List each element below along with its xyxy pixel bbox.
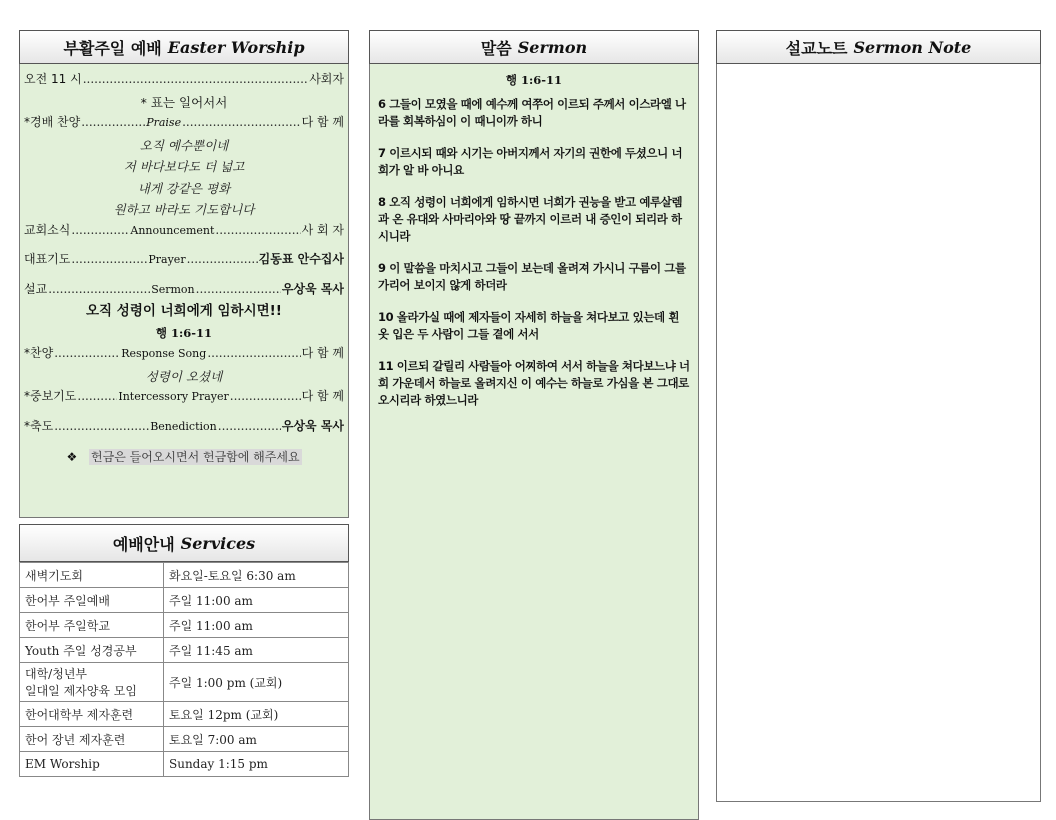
verse: 8 오직 성령이 너희에게 임하시면 너희가 권능을 받고 예루살렘과 온 유대와 사마리아와 땅 끝까지 이르러 내 증인이 되리라 하시니라 bbox=[378, 195, 683, 243]
service-name: 한어 장년 제자훈련 bbox=[20, 727, 164, 752]
services-table bbox=[19, 562, 349, 777]
services-title-en: Services bbox=[180, 533, 256, 553]
opening-leader: 사회자 bbox=[309, 72, 344, 86]
service-time: 주일 11:45 am bbox=[164, 638, 349, 663]
worship-order-header bbox=[19, 30, 349, 64]
service-row bbox=[20, 613, 349, 638]
dot-leader bbox=[54, 346, 120, 360]
dot-leader bbox=[54, 419, 149, 433]
scripture-reference: 행 1:6-11 bbox=[505, 73, 563, 87]
service-name: 한어부 주일예배 bbox=[20, 588, 164, 613]
service-name: 새벽기도회 bbox=[20, 563, 164, 588]
dot-leader bbox=[230, 389, 301, 403]
benediction-row bbox=[24, 417, 344, 439]
sermon-preacher: 우상욱 목사 bbox=[281, 281, 344, 296]
service-name: 한어대학부 제자훈련 bbox=[20, 702, 164, 727]
service-time: 토요일 7:00 am bbox=[164, 727, 349, 752]
dot-leader bbox=[83, 72, 309, 86]
praise-en: Praise bbox=[146, 116, 182, 129]
dot-leader bbox=[81, 115, 145, 129]
service-time: 화요일-토요일 6:30 am bbox=[164, 563, 349, 588]
response-label: *찬양 bbox=[24, 346, 54, 360]
sermon-title-en: Sermon bbox=[517, 37, 588, 57]
service-name: EM Worship bbox=[20, 752, 164, 777]
sermon-panel bbox=[369, 30, 699, 820]
praise-leader: 다 함 께 bbox=[301, 115, 344, 129]
service-time: Sunday 1:15 pm bbox=[164, 752, 349, 777]
sermon-title: 오직 성령이 너희에게 임하시면!! bbox=[86, 303, 282, 319]
prayer-label: 대표기도 bbox=[24, 252, 71, 266]
verse: 7 이르시되 때와 시기는 아버지께서 자기의 권한에 두셨으니 너희가 알 바 아니요 bbox=[378, 146, 683, 177]
verse: 9 이 말씀을 마치시고 그들이 보는데 올려져 가시니 구름이 그를 가리어 보이지 않게 하더라 bbox=[378, 261, 686, 292]
dot-leader bbox=[71, 223, 129, 237]
offering-note bbox=[24, 448, 344, 465]
service-row bbox=[20, 702, 349, 727]
response-row bbox=[24, 344, 344, 366]
dot-leader bbox=[207, 346, 300, 360]
notes-title-en: Sermon Note bbox=[853, 37, 972, 57]
worship-title-ko: 부활주일 예배 bbox=[63, 38, 162, 58]
sermon-row bbox=[24, 280, 344, 302]
prayer-row bbox=[24, 250, 344, 272]
verse: 11 이르되 갈릴리 사람들아 어찌하여 서서 하늘을 쳐다보느냐 너희 가운데서 하늘로 올려지신 이 예수는 하늘로 가심을 본 그대로 오시리라 하였느니라 bbox=[378, 359, 690, 407]
service-name: 대학/청년부 일대일 제자양육 모임 bbox=[20, 663, 164, 702]
service-row bbox=[20, 563, 349, 588]
opening-row bbox=[24, 70, 344, 92]
service-time: 주일 1:00 pm (교회) bbox=[164, 663, 349, 702]
sermon-title-ko: 말씀 bbox=[480, 38, 512, 58]
intercessory-row bbox=[24, 387, 344, 409]
response-leader: 다 함 께 bbox=[301, 346, 344, 360]
announcement-en: Announcement bbox=[130, 223, 215, 237]
offering-note-text: 헌금은 들어오시면서 헌금함에 해주세요 bbox=[91, 450, 300, 464]
sermon-label: 설교 bbox=[24, 281, 48, 296]
response-en: Response Song bbox=[121, 347, 207, 360]
sermon-note-header bbox=[716, 30, 1041, 64]
sermon-note-area bbox=[716, 64, 1041, 802]
service-row bbox=[20, 752, 349, 777]
dot-leader bbox=[187, 252, 258, 266]
service-row bbox=[20, 588, 349, 613]
announcement-row bbox=[24, 221, 344, 243]
dot-leader bbox=[182, 115, 301, 129]
sermon-body bbox=[369, 64, 699, 820]
song-title: 내게 강같은 평화 bbox=[137, 180, 231, 196]
services-title-ko: 예배안내 bbox=[112, 534, 175, 554]
dot-leader bbox=[48, 282, 150, 296]
service-row bbox=[20, 663, 349, 702]
opening-time: 오전 11 시 bbox=[24, 72, 82, 86]
services-header bbox=[19, 524, 349, 562]
service-name: 한어부 주일학교 bbox=[20, 613, 164, 638]
intercessory-en: Intercessory Prayer bbox=[118, 390, 229, 403]
benediction-label: *축도 bbox=[24, 418, 54, 433]
verse: 6 그들이 모였을 때에 예수께 여쭈어 이르되 주께서 이스라엘 나라를 회복하심이 이 때니이까 하니 bbox=[378, 97, 686, 128]
praise-label: *경배 찬양 bbox=[24, 115, 81, 129]
song-title: 오직 예수뿐이네 bbox=[139, 137, 229, 153]
sermon-en: Sermon bbox=[151, 282, 195, 296]
benediction-en: Benediction bbox=[150, 419, 217, 433]
benediction-pastor: 우상욱 목사 bbox=[281, 418, 344, 433]
dot-leader bbox=[196, 282, 281, 296]
worship-order-body bbox=[19, 64, 349, 518]
service-time: 토요일 12pm (교회) bbox=[164, 702, 349, 727]
service-name: Youth 주일 성경공부 bbox=[20, 638, 164, 663]
announcement-label: 교회소식 bbox=[24, 222, 71, 237]
praise-row bbox=[24, 113, 344, 135]
intercessory-leader: 다 함 께 bbox=[301, 389, 344, 403]
response-song: 성령이 오셨네 bbox=[145, 368, 223, 384]
services-panel bbox=[19, 524, 349, 777]
sermon-header bbox=[369, 30, 699, 64]
dot-leader bbox=[77, 389, 117, 403]
intercessory-label: *중보기도 bbox=[24, 389, 77, 403]
prayer-leader: 김동표 안수집사 bbox=[258, 252, 344, 266]
dot-leader bbox=[71, 252, 147, 266]
sermon-reference: 행 1:6-11 bbox=[155, 325, 213, 340]
service-time: 주일 11:00 am bbox=[164, 613, 349, 638]
worship-order-panel bbox=[19, 30, 349, 518]
diamond-bullet-icon: ❖ bbox=[66, 450, 78, 464]
dot-leader bbox=[218, 419, 281, 433]
verse: 10 올라가실 때에 제자들이 자세히 하늘을 쳐다보고 있는데 흰 옷 입은 두 사람이 그들 곁에 서서 bbox=[378, 310, 680, 341]
notes-title-ko: 설교노트 bbox=[785, 38, 848, 58]
sermon-note-panel bbox=[716, 30, 1041, 802]
stand-note: * 표는 일어서서 bbox=[140, 94, 228, 110]
worship-title-en: Easter Worship bbox=[167, 37, 305, 57]
service-time: 주일 11:00 am bbox=[164, 588, 349, 613]
service-row bbox=[20, 638, 349, 663]
prayer-en: Prayer bbox=[148, 253, 186, 266]
song-title: 저 바다보다도 더 넓고 bbox=[123, 159, 245, 174]
dot-leader bbox=[215, 223, 300, 237]
service-row bbox=[20, 727, 349, 752]
announcement-leader: 사 회 자 bbox=[301, 222, 344, 237]
song-title: 원하고 바라도 기도합니다 bbox=[113, 202, 255, 217]
